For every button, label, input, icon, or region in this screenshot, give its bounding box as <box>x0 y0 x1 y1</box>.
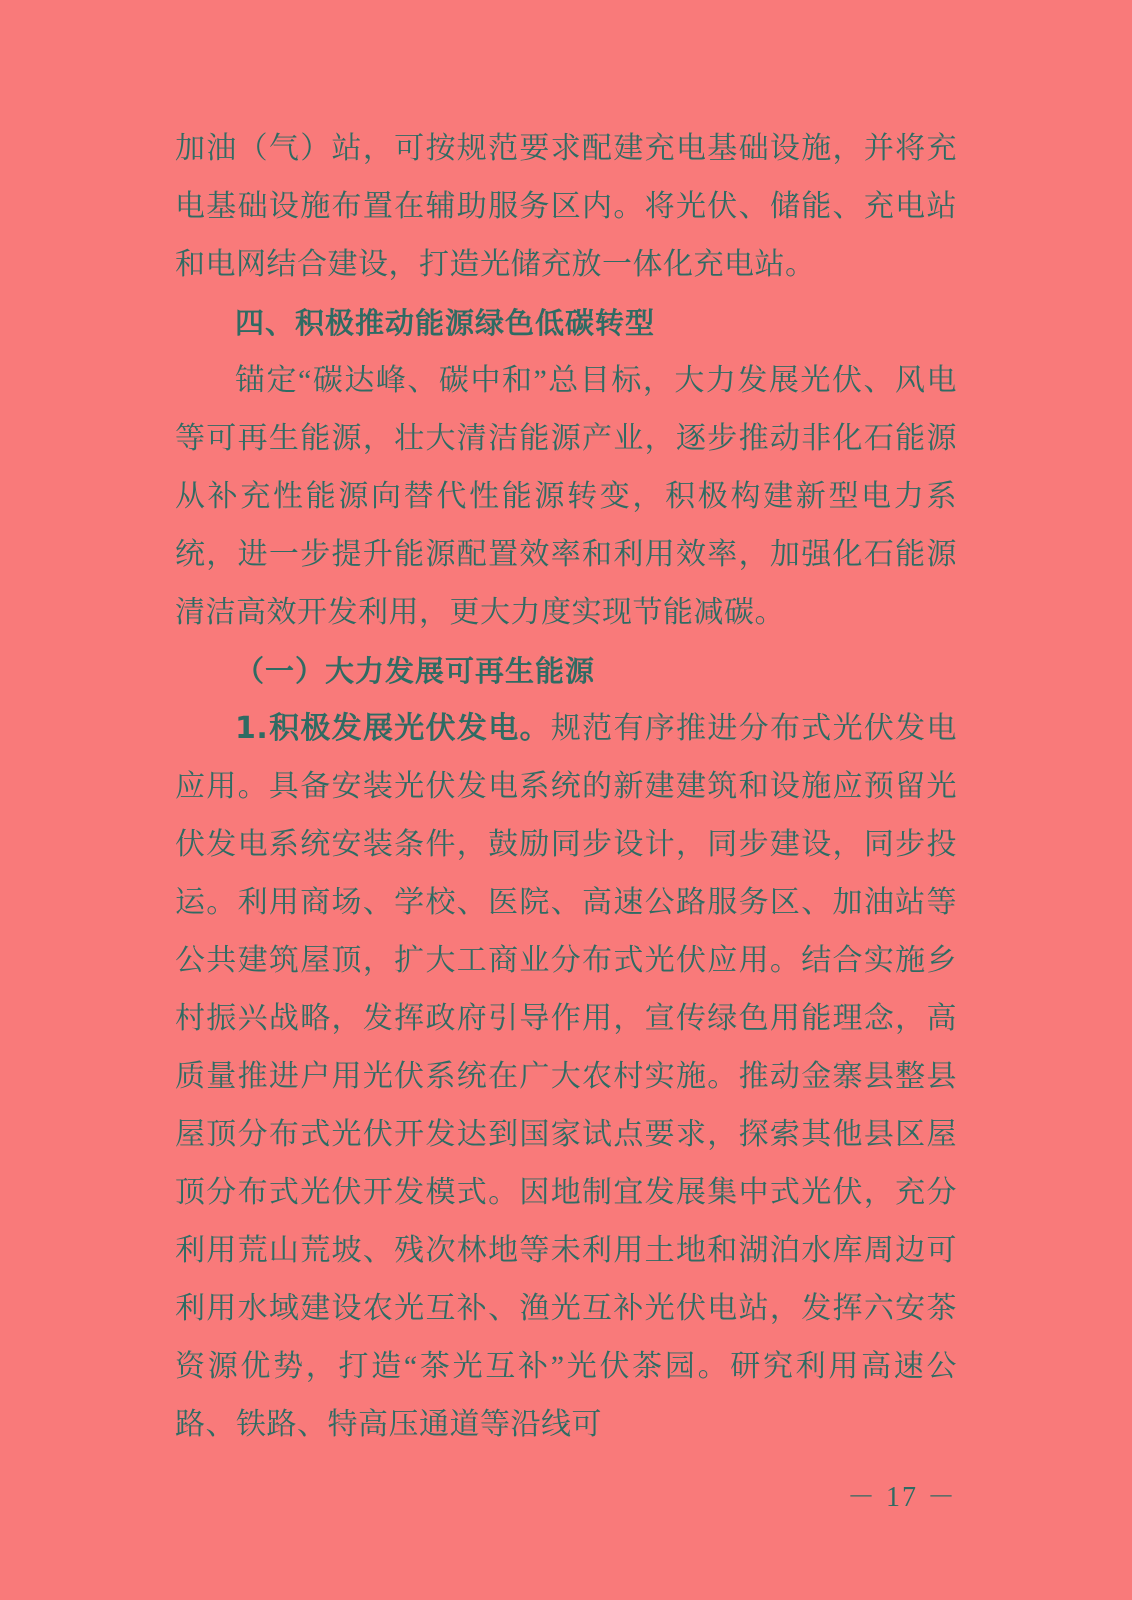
paragraph-photovoltaic-text: 规范有序推进分布式光伏发电应用。具备安装光伏发电系统的新建建筑和设施应预留光伏发电系统安装条件，鼓励同步设计，同步建设，同步投运。利用商场、学校、医院、高速公路服务区、加油站等公共建筑屋顶，扩大工商业分布式光伏应用。结合实施乡村振兴战略，发挥政府引导作用，宣传绿色用能理念，高质量推进户用光伏系统在广大农村实施。推动金寨县整县屋顶分布式光伏开发达到国家试点要求，探索其他县区屋顶分布式光伏开发模式。因地制宜发展集中式光伏，充分利用荒山荒坡、残次林地等未利用土地和湖泊水库周边可利用水域建设农光互补、渔光互补光伏电站，发挥六安茶资源优势，打造“茶光互补”光伏茶园。研究利用高速公路、铁路、特高压通道等沿线可 <box>175 712 957 1441</box>
paragraph-carbon-goal: 锚定“碳达峰、碳中和”总目标，大力发展光伏、风电等可再生能源，壮大清洁能源产业，逐步推动非化石能源从补充性能源向替代性能源转变，积极构建新型电力系统，进一步提升能源配置效率和利用效率，加强化石能源清洁高效开发利用，更大力度实现节能减碳。 <box>175 364 957 629</box>
section-heading-four: 四、积极推动能源绿色低碳转型 <box>235 306 656 340</box>
paragraph-photovoltaic <box>175 700 957 1454</box>
document-body <box>175 120 957 1454</box>
paragraph-continued: 加油（气）站，可按规范要求配建充电基础设施，并将充电基础设施布置在辅助服务区内。将光伏、储能、充电站和电网结合建设，打造光储充放一体化充电站。 <box>175 132 957 281</box>
subsection-heading-one: （一）大力发展可再生能源 <box>235 654 596 688</box>
paragraph-lead-label: 1.积极发展光伏发电。 <box>235 711 551 746</box>
page-number: － 17 － <box>846 1482 957 1513</box>
